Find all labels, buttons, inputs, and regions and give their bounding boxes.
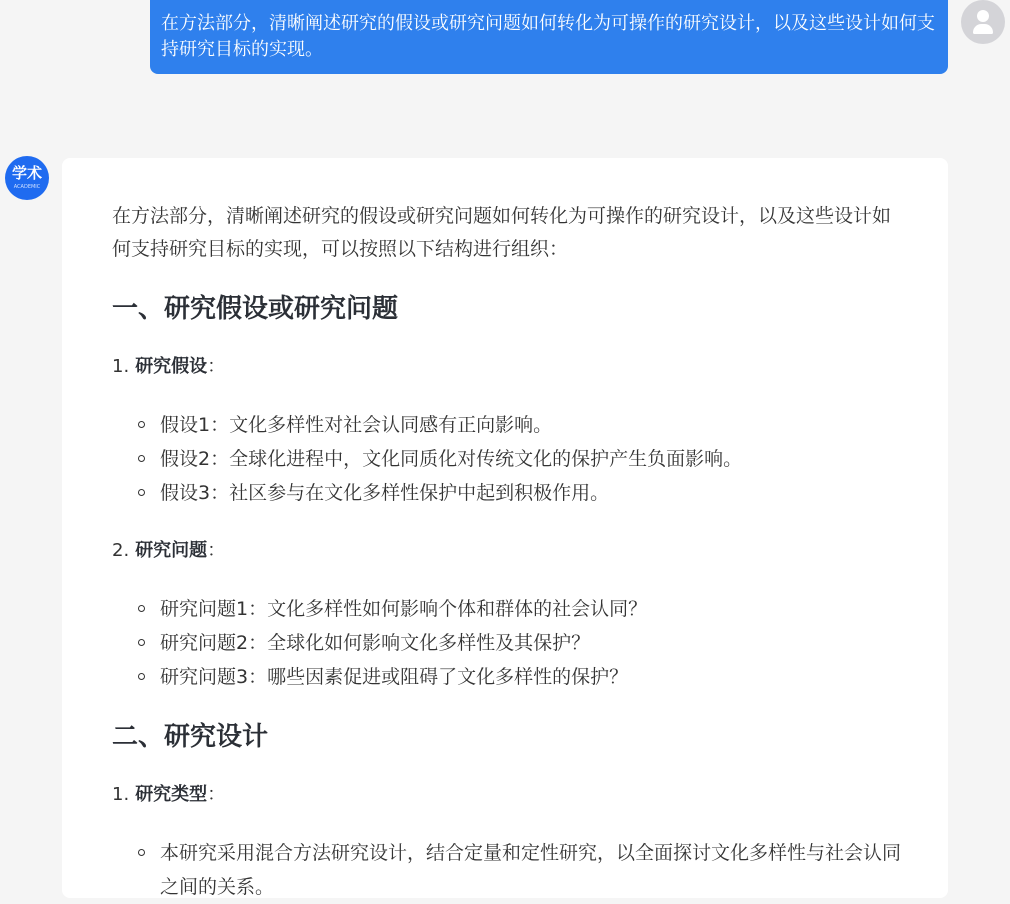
sub-list bbox=[112, 836, 908, 904]
list-item-heading bbox=[112, 538, 908, 564]
bullet-icon bbox=[138, 639, 145, 646]
bot-intro-text: 在方法部分，清晰阐述研究的假设或研究问题如何转化为可操作的研究设计，以及这些设计如何支持研究目标的实现，可以按照以下结构进行组织： bbox=[112, 205, 892, 260]
list-item-heading bbox=[112, 354, 908, 380]
bot-avatar-sub: ACADEMIC bbox=[13, 184, 41, 190]
item-suffix: ： bbox=[207, 540, 226, 561]
list-item-text: 研究问题1：文化多样性如何影响个体和群体的社会认同？ bbox=[160, 598, 648, 620]
section-heading: 一、研究假设或研究问题 bbox=[112, 294, 399, 324]
bot-avatar-label: 学术 bbox=[11, 164, 42, 182]
bullet-icon bbox=[138, 673, 145, 680]
user-message-bubble bbox=[150, 0, 948, 74]
list-item bbox=[136, 660, 908, 694]
list-item-text: 假设2：全球化进程中，文化同质化对传统文化的保护产生负面影响。 bbox=[160, 448, 743, 470]
list-item bbox=[136, 836, 908, 904]
item-title: 研究假设 bbox=[135, 356, 208, 377]
list-item-text: 研究问题3：哪些因素促进或阻碍了文化多样性的保护？ bbox=[160, 666, 629, 688]
sub-list bbox=[112, 592, 908, 694]
bullet-icon bbox=[138, 489, 145, 496]
list-item-heading bbox=[112, 782, 908, 808]
user-avatar[interactable] bbox=[961, 0, 1005, 44]
bullet-icon bbox=[138, 421, 145, 428]
user-message-text: 在方法部分，清晰阐述研究的假设或研究问题如何转化为可操作的研究设计，以及这些设计如何支持研究目标的实现。 bbox=[161, 13, 935, 60]
list-item bbox=[136, 408, 908, 442]
bullet-icon bbox=[138, 605, 145, 612]
bot-avatar[interactable] bbox=[5, 156, 49, 200]
item-number: 1. bbox=[112, 784, 130, 805]
list-item-text: 假设1：文化多样性对社会认同感有正向影响。 bbox=[160, 414, 553, 436]
item-number: 2. bbox=[112, 540, 130, 561]
list-item-text: 假设3：社区参与在文化多样性保护中起到积极作用。 bbox=[160, 482, 610, 504]
list-item-text: 本研究采用混合方法研究设计，结合定量和定性研究，以全面探讨文化多样性与社会认同之间的关系。 bbox=[160, 842, 902, 898]
list-item bbox=[136, 442, 908, 476]
item-suffix: ： bbox=[207, 784, 226, 805]
bullet-icon bbox=[138, 455, 145, 462]
list-item-text: 研究问题2：全球化如何影响文化多样性及其保护？ bbox=[160, 632, 591, 654]
sub-list bbox=[112, 408, 908, 510]
item-suffix: ： bbox=[207, 356, 226, 377]
item-title: 研究问题 bbox=[135, 540, 208, 561]
item-number: 1. bbox=[112, 356, 130, 377]
section-heading: 二、研究设计 bbox=[112, 722, 269, 752]
bullet-icon bbox=[138, 849, 145, 856]
list-item bbox=[136, 626, 908, 660]
list-item bbox=[136, 476, 908, 510]
bot-message-card bbox=[62, 158, 948, 898]
item-title: 研究类型 bbox=[135, 784, 208, 805]
list-item bbox=[136, 592, 908, 626]
